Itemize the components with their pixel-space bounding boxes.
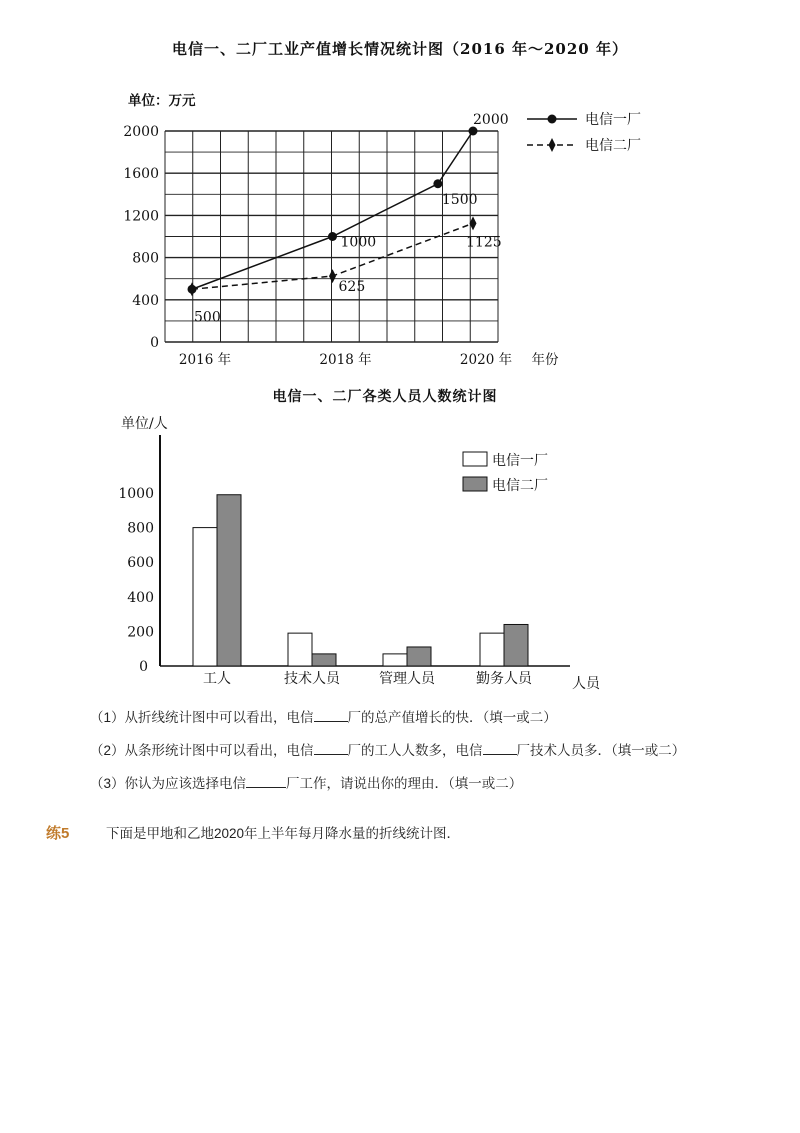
question-2-text-b: 厂的工人人数多，电信: [347, 743, 483, 758]
y-tick-label: 800: [132, 250, 159, 267]
series-line-1: [192, 131, 473, 289]
y-tick-label: 1200: [123, 208, 159, 225]
y-tick-label: 800: [127, 520, 154, 537]
legend-label: 电信一厂: [585, 112, 641, 128]
legend-marker: [548, 115, 557, 124]
data-point-marker: [329, 269, 336, 283]
question-1-text-b: 厂的总产值增长的快．（填一或二）: [347, 710, 557, 725]
unit-label: 单位/人: [121, 416, 168, 432]
answer-blank-3[interactable]: [246, 775, 286, 788]
y-tick-label: 600: [127, 555, 154, 572]
answer-blank-2a[interactable]: [314, 742, 348, 755]
bar: [480, 633, 504, 666]
data-label: 1000: [340, 234, 377, 251]
y-tick-label: 2000: [123, 124, 159, 140]
question-3: [90, 772, 522, 792]
x-tick-label: 2016 年: [178, 352, 232, 368]
data-label: 1125: [466, 234, 502, 251]
data-point-marker: [328, 232, 337, 241]
data-point-marker: [433, 179, 442, 188]
bar: [312, 654, 336, 666]
data-label: 625: [338, 279, 366, 296]
unit-label: 单位：万元: [128, 93, 196, 109]
x-tick-label: 2020 年: [459, 352, 513, 368]
data-label: 500: [194, 309, 221, 326]
answer-blank-2b[interactable]: [483, 742, 517, 755]
bar: [383, 654, 407, 666]
category-label: 管理人员: [379, 671, 435, 687]
legend-swatch: [463, 452, 487, 466]
category-label: 勤务人员: [476, 671, 532, 687]
bar-chart-title: 电信一、二厂各类人员人数统计图: [272, 389, 498, 405]
y-tick-label: 400: [127, 589, 154, 606]
y-tick-label: 1000: [118, 486, 154, 502]
question-2: [90, 739, 685, 759]
x-axis-label: 人员: [572, 676, 600, 692]
legend-label: 电信二厂: [585, 138, 641, 154]
question-2-text-a: （2）从条形统计图中可以看出，电信: [90, 743, 314, 758]
legend-swatch: [463, 477, 487, 491]
y-tick-label: 1600: [123, 166, 159, 183]
y-tick-label: 400: [132, 292, 159, 309]
bar: [504, 624, 528, 666]
category-label: 工人: [203, 671, 231, 687]
data-point-marker: [189, 282, 196, 296]
answer-blank-1[interactable]: [314, 709, 348, 722]
question-2-text-c: 厂技术人员多．（填一或二）: [516, 743, 686, 758]
data-label: 2000: [473, 112, 509, 128]
y-tick-label: 0: [150, 335, 159, 351]
question-1: [90, 706, 557, 726]
category-label: 技术人员: [284, 671, 340, 687]
bar-chart: [0, 400, 800, 700]
line-chart: [0, 0, 800, 380]
bar: [193, 528, 217, 666]
data-label: 1500: [441, 191, 478, 208]
bar: [288, 633, 312, 666]
question-3-text-b: 厂工作，请说出你的理由．（填一或二）: [286, 776, 523, 791]
y-tick-label: 0: [139, 659, 148, 675]
question-3-text-a: （3）你认为应该选择电信: [90, 776, 247, 791]
legend-label: 电信一厂: [492, 453, 548, 469]
question-1-text-a: （1）从折线统计图中可以看出，电信: [90, 710, 314, 725]
x-axis-label: 年份: [531, 352, 559, 368]
legend-marker: [549, 138, 556, 152]
exercise-label: 练5: [46, 825, 70, 842]
line-chart-title: 电信一、二厂工业产值增长情况统计图（2016 年～2020 年）: [172, 40, 628, 58]
bar: [407, 647, 431, 666]
y-tick-label: 200: [127, 624, 154, 641]
exercise-text: 下面是甲地和乙地2020年上半年每月降水量的折线统计图．: [106, 826, 461, 841]
x-tick-label: 2018 年: [319, 352, 372, 368]
legend-label: 电信二厂: [492, 478, 548, 494]
bar: [217, 495, 241, 666]
